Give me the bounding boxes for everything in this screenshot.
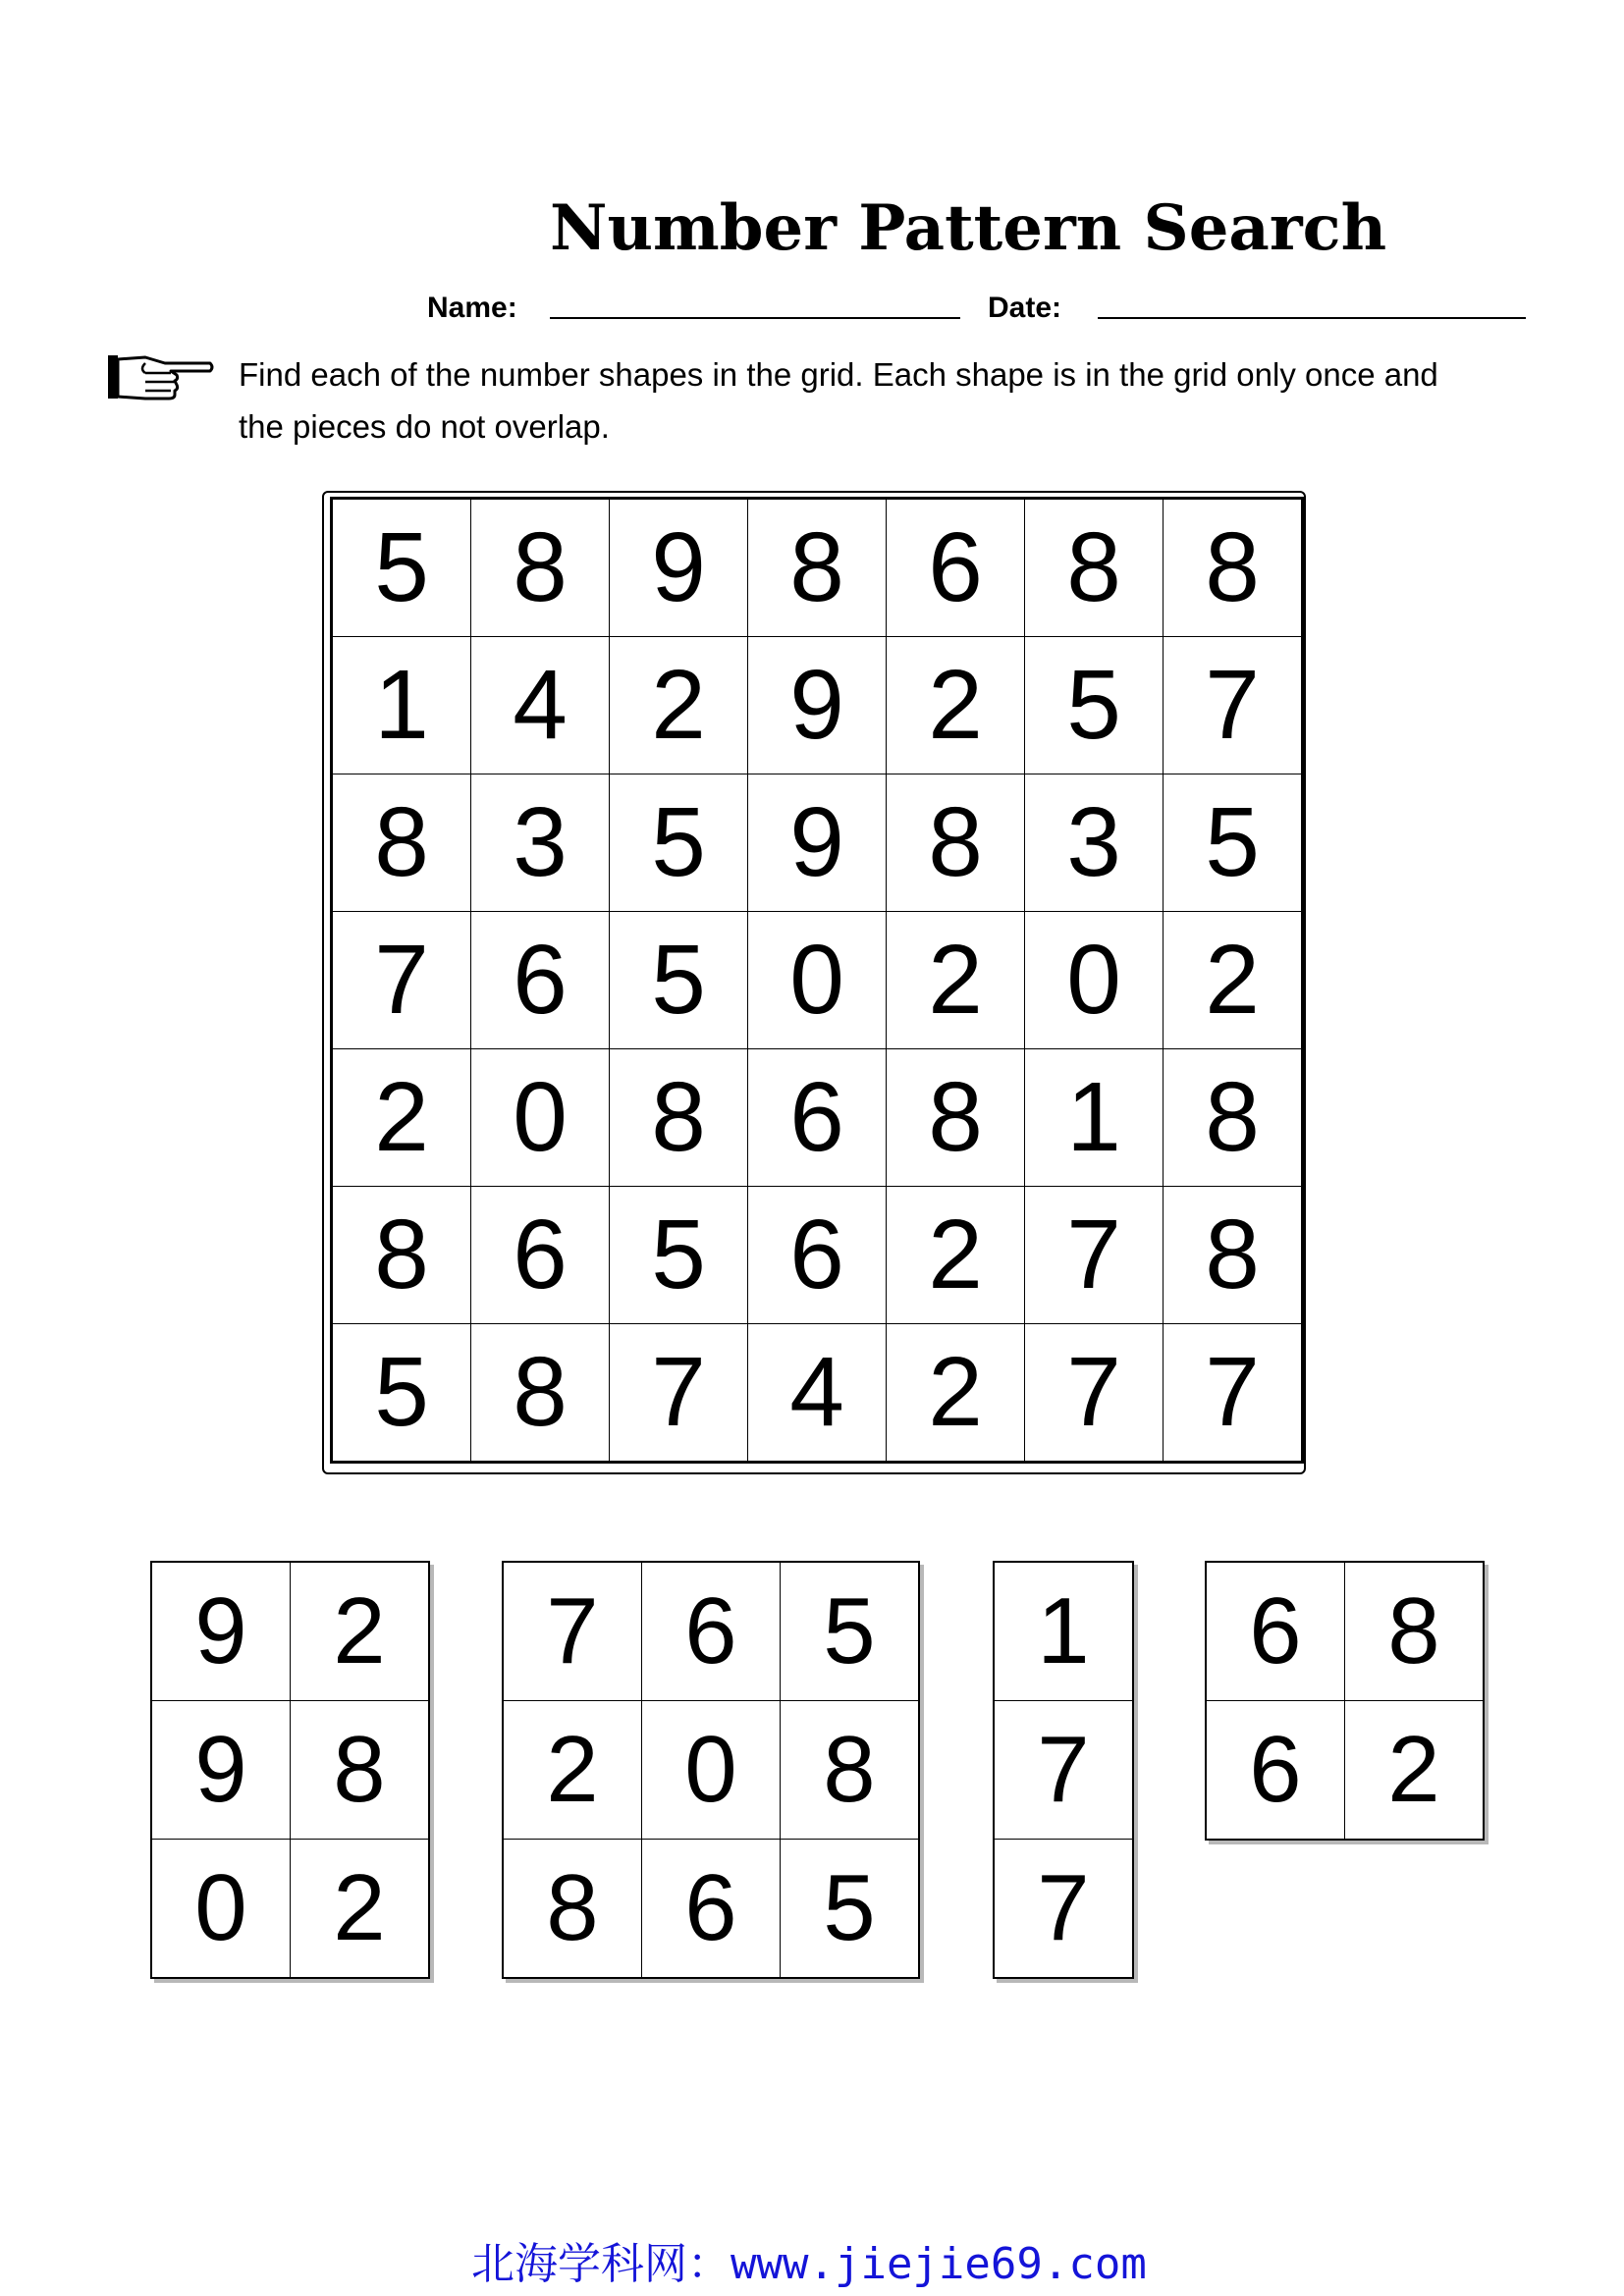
footer-url[interactable]: www.jiejie69.com [731, 2239, 1147, 2289]
grid-cell: 1 [1025, 1049, 1164, 1187]
grid-cell: 2 [1164, 912, 1303, 1049]
piece-row [503, 1840, 919, 1979]
grid-row [332, 912, 1303, 1049]
name-label: Name: [427, 292, 517, 324]
piece-row [1206, 1701, 1484, 1841]
grid-cell: 8 [471, 1324, 610, 1463]
grid-row [332, 774, 1303, 912]
instructions-line-2: the pieces do not overlap. [239, 408, 610, 445]
grid-cell: 5 [1025, 637, 1164, 774]
instructions [239, 348, 1544, 453]
grid-cell: 8 [1164, 499, 1303, 637]
piece-cell: 2 [291, 1840, 430, 1979]
piece-cell: 6 [1206, 1562, 1345, 1701]
grid-cell: 2 [887, 1187, 1025, 1324]
grid-cell: 6 [887, 499, 1025, 637]
piece-row [151, 1701, 429, 1840]
grid-cell: 7 [610, 1324, 748, 1463]
grid-cell: 5 [332, 1324, 471, 1463]
piece-row [503, 1701, 919, 1840]
grid-cell: 9 [748, 637, 887, 774]
grid-cell: 4 [471, 637, 610, 774]
grid-cell: 2 [332, 1049, 471, 1187]
piece-row [1206, 1562, 1484, 1701]
piece-cell: 8 [291, 1701, 430, 1840]
shape-piece-4 [1205, 1561, 1485, 1841]
piece-row [503, 1562, 919, 1701]
grid-cell: 7 [1025, 1187, 1164, 1324]
grid-row [332, 1049, 1303, 1187]
grid-cell: 8 [887, 774, 1025, 912]
grid-cell: 5 [610, 774, 748, 912]
grid-cell: 7 [1164, 637, 1303, 774]
instructions-line-1: Find each of the number shapes in the grid. Each shape is in the grid only once and [239, 356, 1438, 393]
grid-row [332, 499, 1303, 637]
grid-cell: 8 [332, 774, 471, 912]
piece-cell: 2 [503, 1701, 642, 1840]
piece-cell: 7 [503, 1562, 642, 1701]
grid-cell: 8 [748, 499, 887, 637]
grid-cell: 1 [332, 637, 471, 774]
piece-row [151, 1562, 429, 1701]
grid-cell: 8 [471, 499, 610, 637]
piece-cell: 8 [503, 1840, 642, 1979]
grid-cell: 2 [610, 637, 748, 774]
shape-piece-2 [502, 1561, 920, 1979]
piece-cell: 2 [1345, 1701, 1485, 1841]
number-grid [330, 497, 1304, 1464]
grid-cell: 7 [1025, 1324, 1164, 1463]
piece-cell: 1 [994, 1562, 1133, 1701]
grid-cell: 8 [1164, 1187, 1303, 1324]
piece-cell: 9 [151, 1562, 291, 1701]
grid-cell: 8 [332, 1187, 471, 1324]
piece-cell: 9 [151, 1701, 291, 1840]
grid-cell: 6 [471, 912, 610, 1049]
grid-cell: 5 [1164, 774, 1303, 912]
footer-site-name: 北海学科网： [471, 2239, 731, 2289]
piece-row [994, 1562, 1133, 1701]
grid-cell: 6 [471, 1187, 610, 1324]
piece-cell: 8 [781, 1701, 920, 1840]
name-line[interactable] [550, 317, 960, 319]
grid-row [332, 1187, 1303, 1324]
grid-cell: 4 [748, 1324, 887, 1463]
page-title: Number Pattern Search [550, 191, 1387, 265]
grid-cell: 5 [332, 499, 471, 637]
piece-cell: 0 [642, 1701, 781, 1840]
grid-row [332, 637, 1303, 774]
grid-cell: 0 [1025, 912, 1164, 1049]
pointing-hand-icon [106, 349, 216, 404]
piece-cell: 7 [994, 1701, 1133, 1840]
date-line[interactable] [1098, 317, 1526, 319]
grid-cell: 3 [471, 774, 610, 912]
grid-row [332, 1324, 1303, 1463]
grid-cell: 2 [887, 637, 1025, 774]
piece-cell: 0 [151, 1840, 291, 1979]
piece-row [994, 1701, 1133, 1840]
grid-cell: 6 [748, 1187, 887, 1324]
piece-row [994, 1840, 1133, 1979]
piece-cell: 5 [781, 1840, 920, 1979]
piece-cell: 6 [642, 1840, 781, 1979]
shape-piece-3 [993, 1561, 1134, 1979]
grid-cell: 7 [1164, 1324, 1303, 1463]
grid-cell: 0 [748, 912, 887, 1049]
piece-cell: 5 [781, 1562, 920, 1701]
piece-cell: 6 [642, 1562, 781, 1701]
piece-cell: 2 [291, 1562, 430, 1701]
grid-cell: 0 [471, 1049, 610, 1187]
piece-cell: 6 [1206, 1701, 1345, 1841]
grid-cell: 7 [332, 912, 471, 1049]
grid-cell: 9 [748, 774, 887, 912]
grid-cell: 2 [887, 1324, 1025, 1463]
grid-cell: 2 [887, 912, 1025, 1049]
piece-row [151, 1840, 429, 1979]
shape-piece-1 [150, 1561, 430, 1979]
grid-cell: 8 [1025, 499, 1164, 637]
grid-cell: 9 [610, 499, 748, 637]
grid-cell: 6 [748, 1049, 887, 1187]
grid-cell: 5 [610, 1187, 748, 1324]
grid-cell: 8 [1164, 1049, 1303, 1187]
grid-cell: 3 [1025, 774, 1164, 912]
grid-cell: 5 [610, 912, 748, 1049]
grid-cell: 8 [610, 1049, 748, 1187]
grid-cell: 8 [887, 1049, 1025, 1187]
date-label: Date: [988, 292, 1062, 324]
piece-cell: 7 [994, 1840, 1133, 1979]
piece-cell: 8 [1345, 1562, 1485, 1701]
footer [471, 2228, 1178, 2291]
